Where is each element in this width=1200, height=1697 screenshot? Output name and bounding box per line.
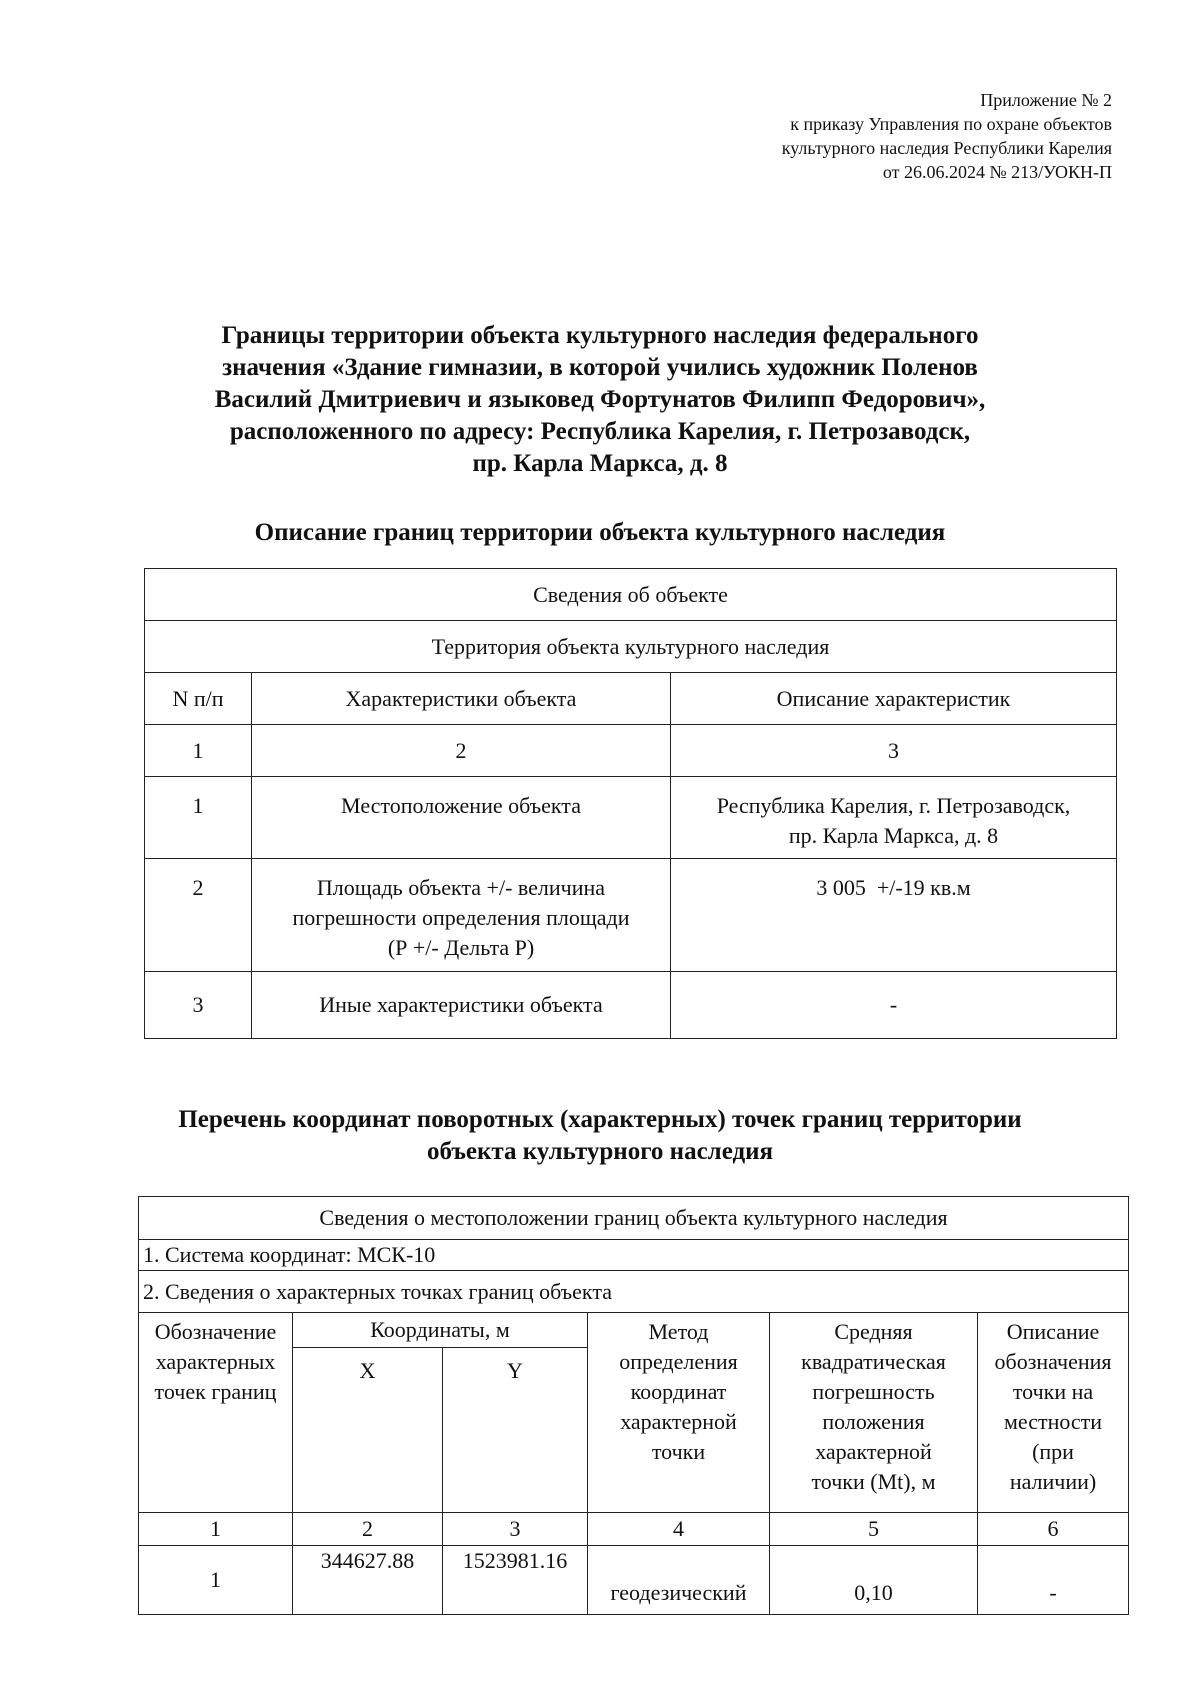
cell-line: точки (651, 1439, 706, 1464)
cell-line: точки на (1012, 1379, 1094, 1404)
column-header: Описание характеристик (671, 673, 1117, 725)
cell-line: квадратическая (801, 1349, 946, 1374)
cell-line: Описание (1006, 1319, 1100, 1344)
cell-line: 3 005 +/-19 кв.м (816, 875, 971, 900)
column-number: 1 (139, 1513, 293, 1546)
appendix-line: культурного наследия Республики Карелия (781, 138, 1112, 158)
table-row (145, 725, 1117, 777)
cell-line: Местоположение объекта (341, 793, 581, 818)
cell-line: характерной (620, 1409, 737, 1434)
table-row (145, 569, 1117, 621)
table-row (139, 1313, 1129, 1348)
cell-line: (Р +/- Дельта Р) (387, 935, 535, 960)
section2-title-line: объекта культурного наследия (426, 1138, 774, 1165)
x-coordinate-cell: 344627.88 (293, 1546, 443, 1615)
column-number: 5 (770, 1513, 978, 1546)
characteristic-cell (252, 972, 671, 1039)
cell-line: пр. Карла Маркса, д. 8 (788, 823, 999, 848)
cell-line: Средняя (834, 1319, 913, 1344)
appendix-line: Приложение № 2 (980, 90, 1112, 110)
cell-line: характерных (155, 1349, 276, 1374)
y-header: Y (443, 1348, 588, 1513)
title-line: Василий Дмитриевич и языковед Фортунатов Филипп Федорович», (214, 386, 986, 413)
table-row (145, 621, 1117, 673)
section1-title-text: Описание границ территории объекта культурного наследия (254, 519, 946, 546)
cell-line: Обозначение (154, 1319, 277, 1344)
column-header: Характеристики объекта (252, 673, 671, 725)
cell-line: Метод (648, 1319, 709, 1344)
point-label-header (139, 1313, 293, 1513)
method-header (588, 1313, 770, 1513)
table-header-cell: Территория объекта культурного наследия (145, 621, 1117, 673)
description-cell (671, 972, 1117, 1039)
section1-title (130, 517, 1070, 549)
appendix-line: от 26.06.2024 № 213/УОКН-П (882, 162, 1112, 182)
description-cell (671, 859, 1117, 972)
points-info-cell: 2. Сведения о характерных точках границ объекта (139, 1271, 1129, 1313)
row-number: 3 (145, 972, 252, 1039)
column-number: 4 (588, 1513, 770, 1546)
appendix-line: к приказу Управления по охране объектов (790, 114, 1112, 134)
cell-line: определения (619, 1349, 738, 1374)
column-number: 1 (145, 725, 252, 777)
document-title (130, 320, 1070, 480)
cell-line: характерной (815, 1439, 932, 1464)
section2-title (130, 1104, 1070, 1168)
object-info-table (144, 568, 1117, 1039)
error-header (770, 1313, 978, 1513)
coordinates-table (138, 1196, 1129, 1615)
column-number: 3 (671, 725, 1117, 777)
table-row (145, 859, 1117, 972)
column-number: 2 (252, 725, 671, 777)
row-number: 1 (145, 777, 252, 859)
column-number: 6 (978, 1513, 1129, 1546)
table-row (139, 1197, 1129, 1240)
table-row (145, 673, 1117, 725)
cell-line: Республика Карелия, г. Петрозаводск, (716, 793, 1071, 818)
method-cell: геодезический (588, 1546, 770, 1615)
coords-header: Координаты, м (293, 1313, 588, 1348)
characteristic-cell (252, 777, 671, 859)
table-row (139, 1240, 1129, 1271)
cell-line: Площадь объекта +/- величина (316, 875, 606, 900)
point-label-cell: 1 (139, 1546, 293, 1615)
cell-line: местности (1003, 1409, 1103, 1434)
title-line: Границы территории объекта культурного наследия федерального (221, 322, 979, 349)
y-coordinate-cell: 1523981.16 (443, 1546, 588, 1615)
point-description-header (978, 1313, 1129, 1513)
appendix-block (782, 88, 1112, 184)
table-header-cell: Сведения об объекте (145, 569, 1117, 621)
error-cell: 0,10 (770, 1546, 978, 1615)
description-cell (671, 777, 1117, 859)
section2-title-line: Перечень координат поворотных (характерных) точек границ территории (178, 1106, 1022, 1133)
cell-line: погрешности определения площади (292, 905, 630, 930)
title-line: расположенного по адресу: Республика Карелия, г. Петрозаводск, (229, 418, 971, 445)
x-header: X (293, 1348, 443, 1513)
column-number: 2 (293, 1513, 443, 1546)
cell-line: Иные характеристики объекта (319, 992, 603, 1017)
column-header: N п/п (145, 673, 252, 725)
table-row (145, 777, 1117, 859)
cell-line: наличии) (1009, 1469, 1097, 1494)
title-line: пр. Карла Маркса, д. 8 (472, 450, 728, 477)
table-row (139, 1271, 1129, 1313)
table-row (145, 972, 1117, 1039)
cell-line: погрешность (812, 1379, 935, 1404)
row-number: 2 (145, 859, 252, 972)
cell-line: обозначения (994, 1349, 1112, 1374)
coord-system-cell: 1. Система координат: МСК-10 (139, 1240, 1129, 1271)
table-row (139, 1546, 1129, 1615)
column-number: 3 (443, 1513, 588, 1546)
table-header-cell: Сведения о местоположении границ объекта культурного наследия (139, 1197, 1129, 1240)
cell-line: (при (1032, 1439, 1074, 1464)
cell-line: точки (Mt), м (811, 1469, 936, 1494)
cell-line: координат (630, 1379, 727, 1404)
cell-line: - (889, 992, 898, 1017)
cell-line: положения (822, 1409, 925, 1434)
table-row (139, 1513, 1129, 1546)
title-line: значения «Здание гимназии, в которой учились художник Поленов (222, 354, 978, 381)
cell-line: точек границ (154, 1379, 277, 1404)
point-description-cell: - (978, 1546, 1129, 1615)
characteristic-cell (252, 859, 671, 972)
